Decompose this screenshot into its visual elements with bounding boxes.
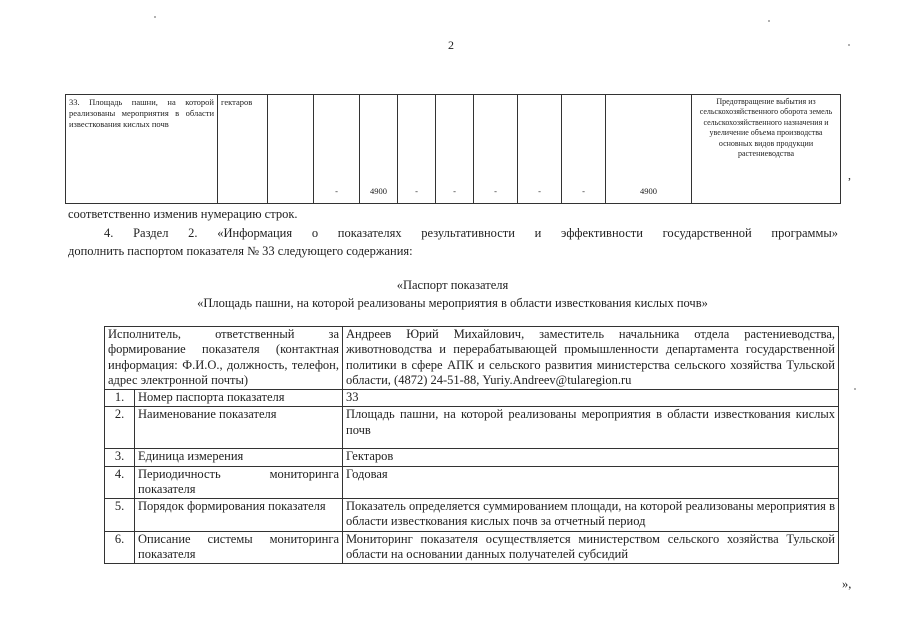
row-number: 5.	[105, 499, 135, 532]
table-row	[105, 327, 839, 390]
scan-speck	[154, 16, 156, 18]
scan-speck	[768, 20, 770, 22]
indicators-table-fragment	[65, 94, 841, 204]
row-value: Показатель определяется суммированием площади, на которой реализованы мероприятия в области известкования кислых почв за отчетный период	[343, 499, 839, 532]
goal-cell: Предотвращение выбытия из сельскохозяйственного оборота земель сельскохозяйственного назначения и увеличение объема производства основных видов продукции растениеводства	[692, 95, 841, 204]
row-value: 33	[343, 390, 839, 407]
paragraph-line: 4. Раздел 2. «Информация о показателях результативности и эффективности государственной программы»	[104, 226, 838, 240]
value-cell: -	[436, 95, 474, 204]
row-number: 2.	[105, 407, 135, 449]
unit-cell: гектаров	[218, 95, 268, 204]
row-number: 1.	[105, 390, 135, 407]
passport-heading: «Паспорт показателя	[396, 278, 509, 292]
indicator-name-cell: 33. Площадь пашни, на которой реализованы мероприятия в области известкования кислых почв	[66, 95, 218, 204]
table-row	[66, 95, 841, 204]
page-number: 2	[448, 38, 454, 52]
row-label: Периодичность мониторинга показателя	[135, 466, 343, 499]
passport-title: «Площадь пашни, на которой реализованы мероприятия в области известкования кислых почв»	[197, 296, 708, 310]
trailing-comma: ,	[848, 168, 851, 182]
value-cell: -	[314, 95, 360, 204]
table-row	[105, 466, 839, 499]
table-row	[105, 407, 839, 449]
row-number: 4.	[105, 466, 135, 499]
value-cell: 4900	[360, 95, 398, 204]
paragraph-line: соответственно изменив нумерацию строк.	[68, 207, 298, 221]
row-value: Годовая	[343, 466, 839, 499]
row-number: 3.	[105, 449, 135, 466]
value-cell: 4900	[606, 95, 692, 204]
closing-quote: »,	[842, 577, 852, 591]
table-row	[105, 449, 839, 466]
value-cell: -	[398, 95, 436, 204]
value-cell: -	[474, 95, 518, 204]
row-value: Площадь пашни, на которой реализованы мероприятия в области известкования кислых почв	[343, 407, 839, 449]
scan-speck	[854, 388, 856, 390]
value-cell: -	[518, 95, 562, 204]
passport-table	[104, 326, 839, 564]
table-row	[105, 499, 839, 532]
row-label: Номер паспорта показателя	[135, 390, 343, 407]
table-row	[105, 390, 839, 407]
value-cell: -	[562, 95, 606, 204]
row-number: 6.	[105, 531, 135, 564]
executor-label: Исполнитель, ответственный за формирование показателя (контактная информация: Ф.И.О., должность, телефон, адрес электронной почты)	[105, 327, 343, 390]
paragraph-line: дополнить паспортом показателя № 33 следующего содержания:	[68, 244, 413, 258]
row-value: Гектаров	[343, 449, 839, 466]
row-value: Мониторинг показателя осуществляется министерством сельского хозяйства Тульской области на основании данных получателей субсидий	[343, 531, 839, 564]
row-label: Описание системы мониторинга показателя	[135, 531, 343, 564]
row-label: Порядок формирования показателя	[135, 499, 343, 532]
row-label: Единица измерения	[135, 449, 343, 466]
scan-speck	[848, 44, 850, 46]
table-row	[105, 531, 839, 564]
value-cell	[268, 95, 314, 204]
row-label: Наименование показателя	[135, 407, 343, 449]
executor-value: Андреев Юрий Михайлович, заместитель начальника отдела растениеводства, животноводства и перерабатывающей промышленности департамента государственной политики в сфере АПК и сельского развития министерства сельского хозяйства Тульской области, (4872) 24-51-88, Yuriy.Andreev@tularegion.ru	[343, 327, 839, 390]
